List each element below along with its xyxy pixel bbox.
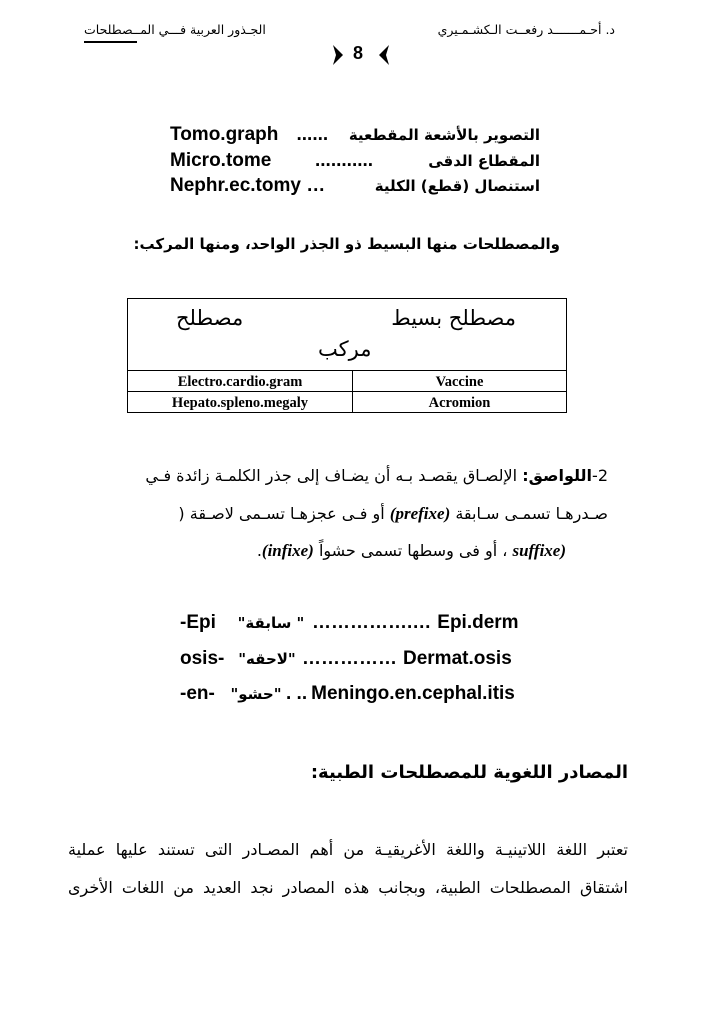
affixes-heading: اللواصق: — [522, 466, 593, 485]
affix-arabic: "لاحقه" — [238, 650, 296, 668]
terms-table-header-cell — [128, 299, 567, 371]
compound-term: Hepato.spleno.megaly — [171, 395, 309, 411]
example-latin: Micro.tome — [170, 150, 272, 171]
table-row — [128, 392, 567, 413]
infix-end: . — [256, 541, 262, 560]
affix-arabic: "حشو" — [230, 685, 282, 703]
example-row — [170, 124, 540, 146]
infix-text: ، أو فى وسطها تسمى حشواً — [318, 541, 508, 560]
compound-term-cell — [128, 371, 353, 392]
affixes-line-3 — [257, 541, 566, 561]
suffix-text: أو فـى عجزهـا تسـمى لاصـقة ( — [178, 504, 385, 523]
header-compound-term: مصطلح — [176, 306, 244, 330]
prefixe-term: (prefixe) — [389, 504, 451, 523]
header-author: د. أحـمـــــــد رفعــت الـكشـمـيري — [437, 22, 615, 37]
header-underline — [84, 41, 137, 43]
affix-example-word: Dermat.osis — [403, 648, 512, 669]
table-row — [128, 371, 567, 392]
affix-example-word: Meningo.en.cephal.itis — [311, 683, 515, 704]
sources-paragraph-line-2: اشتقاق المصطلحات الطبية، وبجانب هذه المصادر نجد العديد من اللغات الأخرى — [68, 878, 628, 897]
page-number-block — [332, 41, 394, 71]
affix-example-row — [180, 648, 512, 670]
compound-term-cell — [128, 392, 353, 413]
intro-text: والمصطلحات منها البسيط ذو الجذر الواحد، ومنها المركب: — [133, 235, 560, 253]
example-row — [170, 175, 540, 197]
example-arabic: استنصال (قطع) الكلية — [374, 177, 540, 195]
example-latin: Nephr.ec.tomy … — [170, 175, 326, 196]
affix-arabic: " سابقة" — [237, 614, 305, 632]
infixe-term: (infixe) — [261, 541, 314, 560]
simple-term-cell — [353, 371, 567, 392]
header-book-title: الجـذور العربية فـــي المــصطلحات — [84, 22, 266, 37]
example-dots: ........... — [315, 150, 374, 171]
simple-term: Acromion — [428, 395, 491, 411]
affix-example-row — [180, 683, 515, 705]
terms-table — [127, 298, 567, 413]
affix-term: osis- — [180, 648, 225, 669]
page-prev-arrow-icon — [378, 45, 390, 65]
page-number: 8 — [353, 43, 364, 63]
compound-term: Electro.cardio.gram — [177, 374, 303, 390]
affix-example-row — [180, 612, 519, 634]
affixes-definition: الإلصـاق يقصـد بـه أن يضـاف إلى جذر الكلمـة زائدة فـي — [145, 466, 518, 485]
affix-dots: . .. — [286, 683, 308, 704]
affix-example-word: Epi.derm — [437, 612, 519, 633]
example-arabic: التصوير بالأشعة المقطعية — [348, 126, 540, 144]
affix-dots: …………… — [302, 648, 397, 669]
affix-term: -en- — [180, 683, 215, 704]
affixes-line-2 — [178, 504, 608, 524]
header-simple-term: مصطلح بسيط — [391, 306, 516, 330]
affixes-line-1 — [145, 466, 608, 485]
sources-heading: المصادر اللغوية للمصطلحات الطبية: — [310, 762, 628, 783]
example-row — [170, 150, 540, 172]
terms-table-header-row — [128, 299, 567, 371]
simple-term: Vaccine — [435, 374, 484, 390]
page-next-arrow-icon — [332, 45, 344, 65]
prefix-text: صـدرهـا تسمـى سـابقة — [455, 504, 608, 523]
example-latin: Tomo.graph — [170, 124, 279, 145]
sources-paragraph-line-1: تعتبر اللغة اللاتينيـة واللغة الأغريقيـة من أهم المصـادر التى تستند عليها عملية — [68, 840, 628, 859]
affix-dots: …………….… — [312, 612, 432, 633]
section-number: 2- — [592, 466, 608, 485]
affix-term: -Epi — [180, 612, 216, 633]
suffixe-term: suffixe) — [512, 541, 566, 560]
example-arabic: المقطاع الدقى — [428, 152, 540, 170]
header-compound-term-cont: مركب — [318, 337, 372, 361]
example-dots: ...... — [296, 124, 329, 145]
simple-term-cell — [353, 392, 567, 413]
